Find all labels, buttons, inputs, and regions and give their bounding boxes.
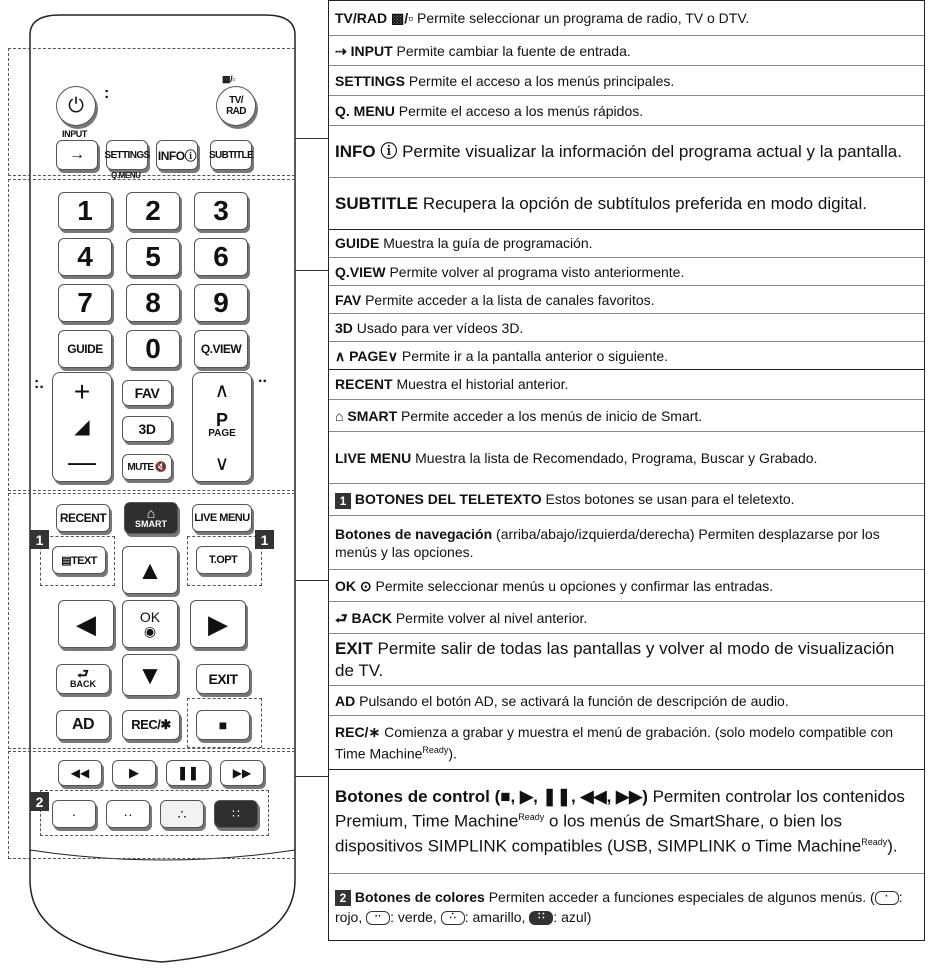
mute-label: MUTE — [127, 461, 154, 473]
desc-tvrad: TV/RAD ▩/▫ Permite seleccionar un programa de radio, TV o DTV. — [335, 10, 750, 26]
badge-2: 2 — [30, 792, 49, 811]
ad-button[interactable]: AD — [56, 710, 110, 740]
smart-button[interactable] — [124, 502, 178, 534]
3d-button[interactable]: 3D — [122, 416, 172, 442]
fav-button[interactable]: FAV — [122, 380, 172, 406]
vol-down-icon: — — [68, 445, 96, 477]
description-panel — [328, 0, 925, 941]
red-key-icon: · — [875, 891, 899, 905]
page-label: PAGE — [208, 428, 236, 439]
desc-info: INFO ⓘ Permite visualizar la información del programa actual y la pantalla. — [329, 125, 924, 177]
ok-button[interactable] — [122, 600, 178, 648]
smart-label: SMART — [135, 519, 167, 529]
mute-button[interactable]: MUTE 🔇 — [122, 454, 172, 480]
rec-button[interactable]: REC/✱ — [122, 710, 180, 740]
nav-right-button[interactable]: ▶ — [190, 600, 246, 648]
back-icon: ⮐ — [77, 666, 89, 681]
vol-up-icon: + — [73, 376, 91, 408]
desc-qmenu: Q. MENU Permite el acceso a los menús rápidos. — [329, 95, 924, 125]
vol-dots: :. — [34, 375, 44, 392]
guide-button[interactable]: GUIDE — [58, 330, 112, 368]
tvrad-desc-icon: ▩/▫ — [391, 10, 414, 26]
home-icon: ⌂ — [146, 505, 156, 521]
connector-1 — [295, 138, 329, 139]
nav-up-button[interactable]: ▲ — [122, 546, 178, 594]
desc-exit: EXIT Permite salir de todas las pantallas y volver al modo de visualización de TV. — [329, 633, 924, 685]
num-0-button[interactable]: 0 — [126, 330, 180, 368]
smart-desc-icon: ⌂ — [335, 407, 344, 424]
section-number-buttons — [329, 229, 924, 370]
section-top-buttons — [329, 1, 924, 230]
nav-left-button[interactable]: ◀ — [58, 600, 114, 648]
text-button[interactable]: ▤TEXT — [52, 546, 106, 574]
exit-button[interactable]: EXIT — [196, 664, 250, 694]
num-3-button[interactable]: 3 — [194, 192, 248, 230]
info-button[interactable]: INFOⓘ — [156, 140, 198, 170]
desc-badge-2: 2 — [335, 890, 351, 906]
desc-subtitle: SUBTITLE Recupera la opción de subtítulos preferida en modo digital. — [329, 177, 924, 229]
ffwd-button[interactable]: ▶▶ — [220, 760, 264, 786]
desc-ad: AD Pulsando el botón AD, se activará la función de descripción de audio. — [329, 685, 924, 715]
red-button[interactable]: · — [52, 800, 96, 828]
desc-livemenu: LIVE MENU Muestra la lista de Recomendado, Programa, Buscar y Grabado. — [329, 431, 924, 483]
ok-label: OK — [139, 609, 161, 625]
back-label: BACK — [70, 679, 96, 689]
desc-teletext: 1 BOTONES DEL TELETEXTO Estos botones se usan para el teletexto. — [329, 483, 924, 515]
badge-1-right: 1 — [255, 530, 274, 549]
num-2-button[interactable]: 2 — [126, 192, 180, 230]
desc-ok: OK ⊙ Permite seleccionar menús u opciones y confirmar las entradas. — [329, 569, 924, 601]
play-button[interactable]: ▶ — [112, 760, 156, 786]
qmenu-caption: Q.MENU — [111, 171, 141, 180]
vol-slope-icon: ◢ — [74, 416, 90, 439]
tvrad-button[interactable]: TV/ RAD — [216, 86, 256, 126]
green-button[interactable]: ·· — [106, 800, 150, 828]
yellow-key-icon: ∴ — [441, 911, 465, 925]
input-desc-icon: ⇢ — [335, 42, 347, 59]
num-5-button[interactable]: 5 — [126, 238, 180, 276]
page-up-icon: ∧ — [214, 380, 230, 402]
blue-key-icon: ∷ — [529, 911, 553, 925]
desc-recent: RECENT Muestra el historial anterior. — [335, 376, 569, 392]
qview-button[interactable]: Q.VIEW — [194, 330, 248, 368]
rewind-button[interactable]: ◀◀ — [58, 760, 102, 786]
blue-button[interactable]: ∷ — [214, 800, 258, 828]
connector-4 — [295, 776, 329, 777]
desc-back: ⮐ BACK Permite volver al nivel anterior. — [329, 601, 924, 633]
num-7-button[interactable]: 7 — [58, 284, 112, 322]
desc-control: Botones de control (■, ▶, ❚❚, ◀◀, ▶▶) Permiten controlar los contenidos Premium, Time Machine$^{Ready}$ o los menús de SmartShare, o bien los dispositivos SIMPLINK compatibles (USB, SIMPLINK o Time Machine$^{Ready}$). — [335, 786, 905, 856]
desc-input: ⇢ INPUT Permite cambiar la fuente de entrada. — [329, 35, 924, 65]
recent-button[interactable]: RECENT — [56, 504, 110, 532]
desc-colors: 2 Botones de colores Permiten acceder a funciones especiales de algunos menús. ( · : rojo, ·· : verde, ∴ : amarillo, ∷ : azul) — [329, 873, 924, 939]
ok-icon: ◉ — [143, 623, 157, 639]
desc-fav: FAV Permite acceder a la lista de canales favoritos. — [329, 285, 924, 313]
desc-settings: SETTINGS Permite el acceso a los menús principales. — [329, 65, 924, 95]
livemenu-button[interactable]: LIVE MENU — [192, 504, 252, 532]
desc-navigation: Botones de navegación (arriba/abajo/izquierda/derecha) Permiten desplazarse por los menús y las opciones. — [329, 515, 924, 569]
power-button[interactable]: ⏻ — [56, 86, 96, 126]
topt-button[interactable]: T.OPT — [196, 546, 250, 574]
back-button[interactable] — [56, 664, 110, 694]
settings-button[interactable]: SETTINGS — [106, 140, 148, 170]
num-4-button[interactable]: 4 — [58, 238, 112, 276]
subtitle-button[interactable]: SUBTITLE — [210, 140, 252, 170]
yellow-button[interactable]: ∴ — [160, 800, 204, 828]
power-dots: : — [104, 85, 110, 102]
desc-smart: ⌂ SMART Permite acceder a los menús de inicio de Smart. — [329, 399, 924, 431]
tvrad-icon: ▩/▫ — [222, 74, 235, 84]
input-caption: INPUT — [62, 129, 88, 139]
nav-down-button[interactable]: ▼ — [122, 654, 178, 696]
page-rocker[interactable] — [192, 372, 252, 482]
num-8-button[interactable]: 8 — [126, 284, 180, 322]
desc-qview: Q.VIEW Permite volver al programa visto anteriormente. — [329, 257, 924, 285]
page-dots: .. — [258, 369, 267, 386]
desc-rec: REC/∗ Comienza a grabar y muestra el menú de grabación. (solo modelo compatible con Time Machine$^{Ready}$). — [329, 715, 924, 769]
back-desc-icon: ⮐ — [335, 609, 348, 626]
page-down-icon: ∨ — [214, 453, 230, 475]
desc-guide: GUIDE Muestra la guía de programación. — [335, 235, 593, 251]
section-control-buttons — [329, 769, 924, 940]
desc-badge-1: 1 — [335, 493, 351, 509]
num-9-button[interactable]: 9 — [194, 284, 248, 322]
green-key-icon: ·· — [366, 911, 390, 925]
section-nav-buttons — [329, 369, 924, 770]
num-6-button[interactable]: 6 — [194, 238, 248, 276]
connector-3 — [295, 580, 329, 581]
num-1-button[interactable]: 1 — [58, 192, 112, 230]
badge-1-left: 1 — [30, 530, 49, 549]
desc-3d: 3D Usado para ver vídeos 3D. — [329, 313, 924, 341]
connector-2 — [295, 270, 329, 271]
desc-page: ∧ PAGE∨ Permite ir a la pantalla anterior o siguiente. — [329, 341, 924, 369]
volume-rocker[interactable] — [52, 372, 112, 482]
input-button[interactable]: → — [56, 140, 98, 170]
page-p-label: P — [215, 410, 228, 430]
pause-button[interactable]: ❚❚ — [166, 760, 210, 786]
stop-button[interactable]: ■ — [196, 710, 250, 740]
